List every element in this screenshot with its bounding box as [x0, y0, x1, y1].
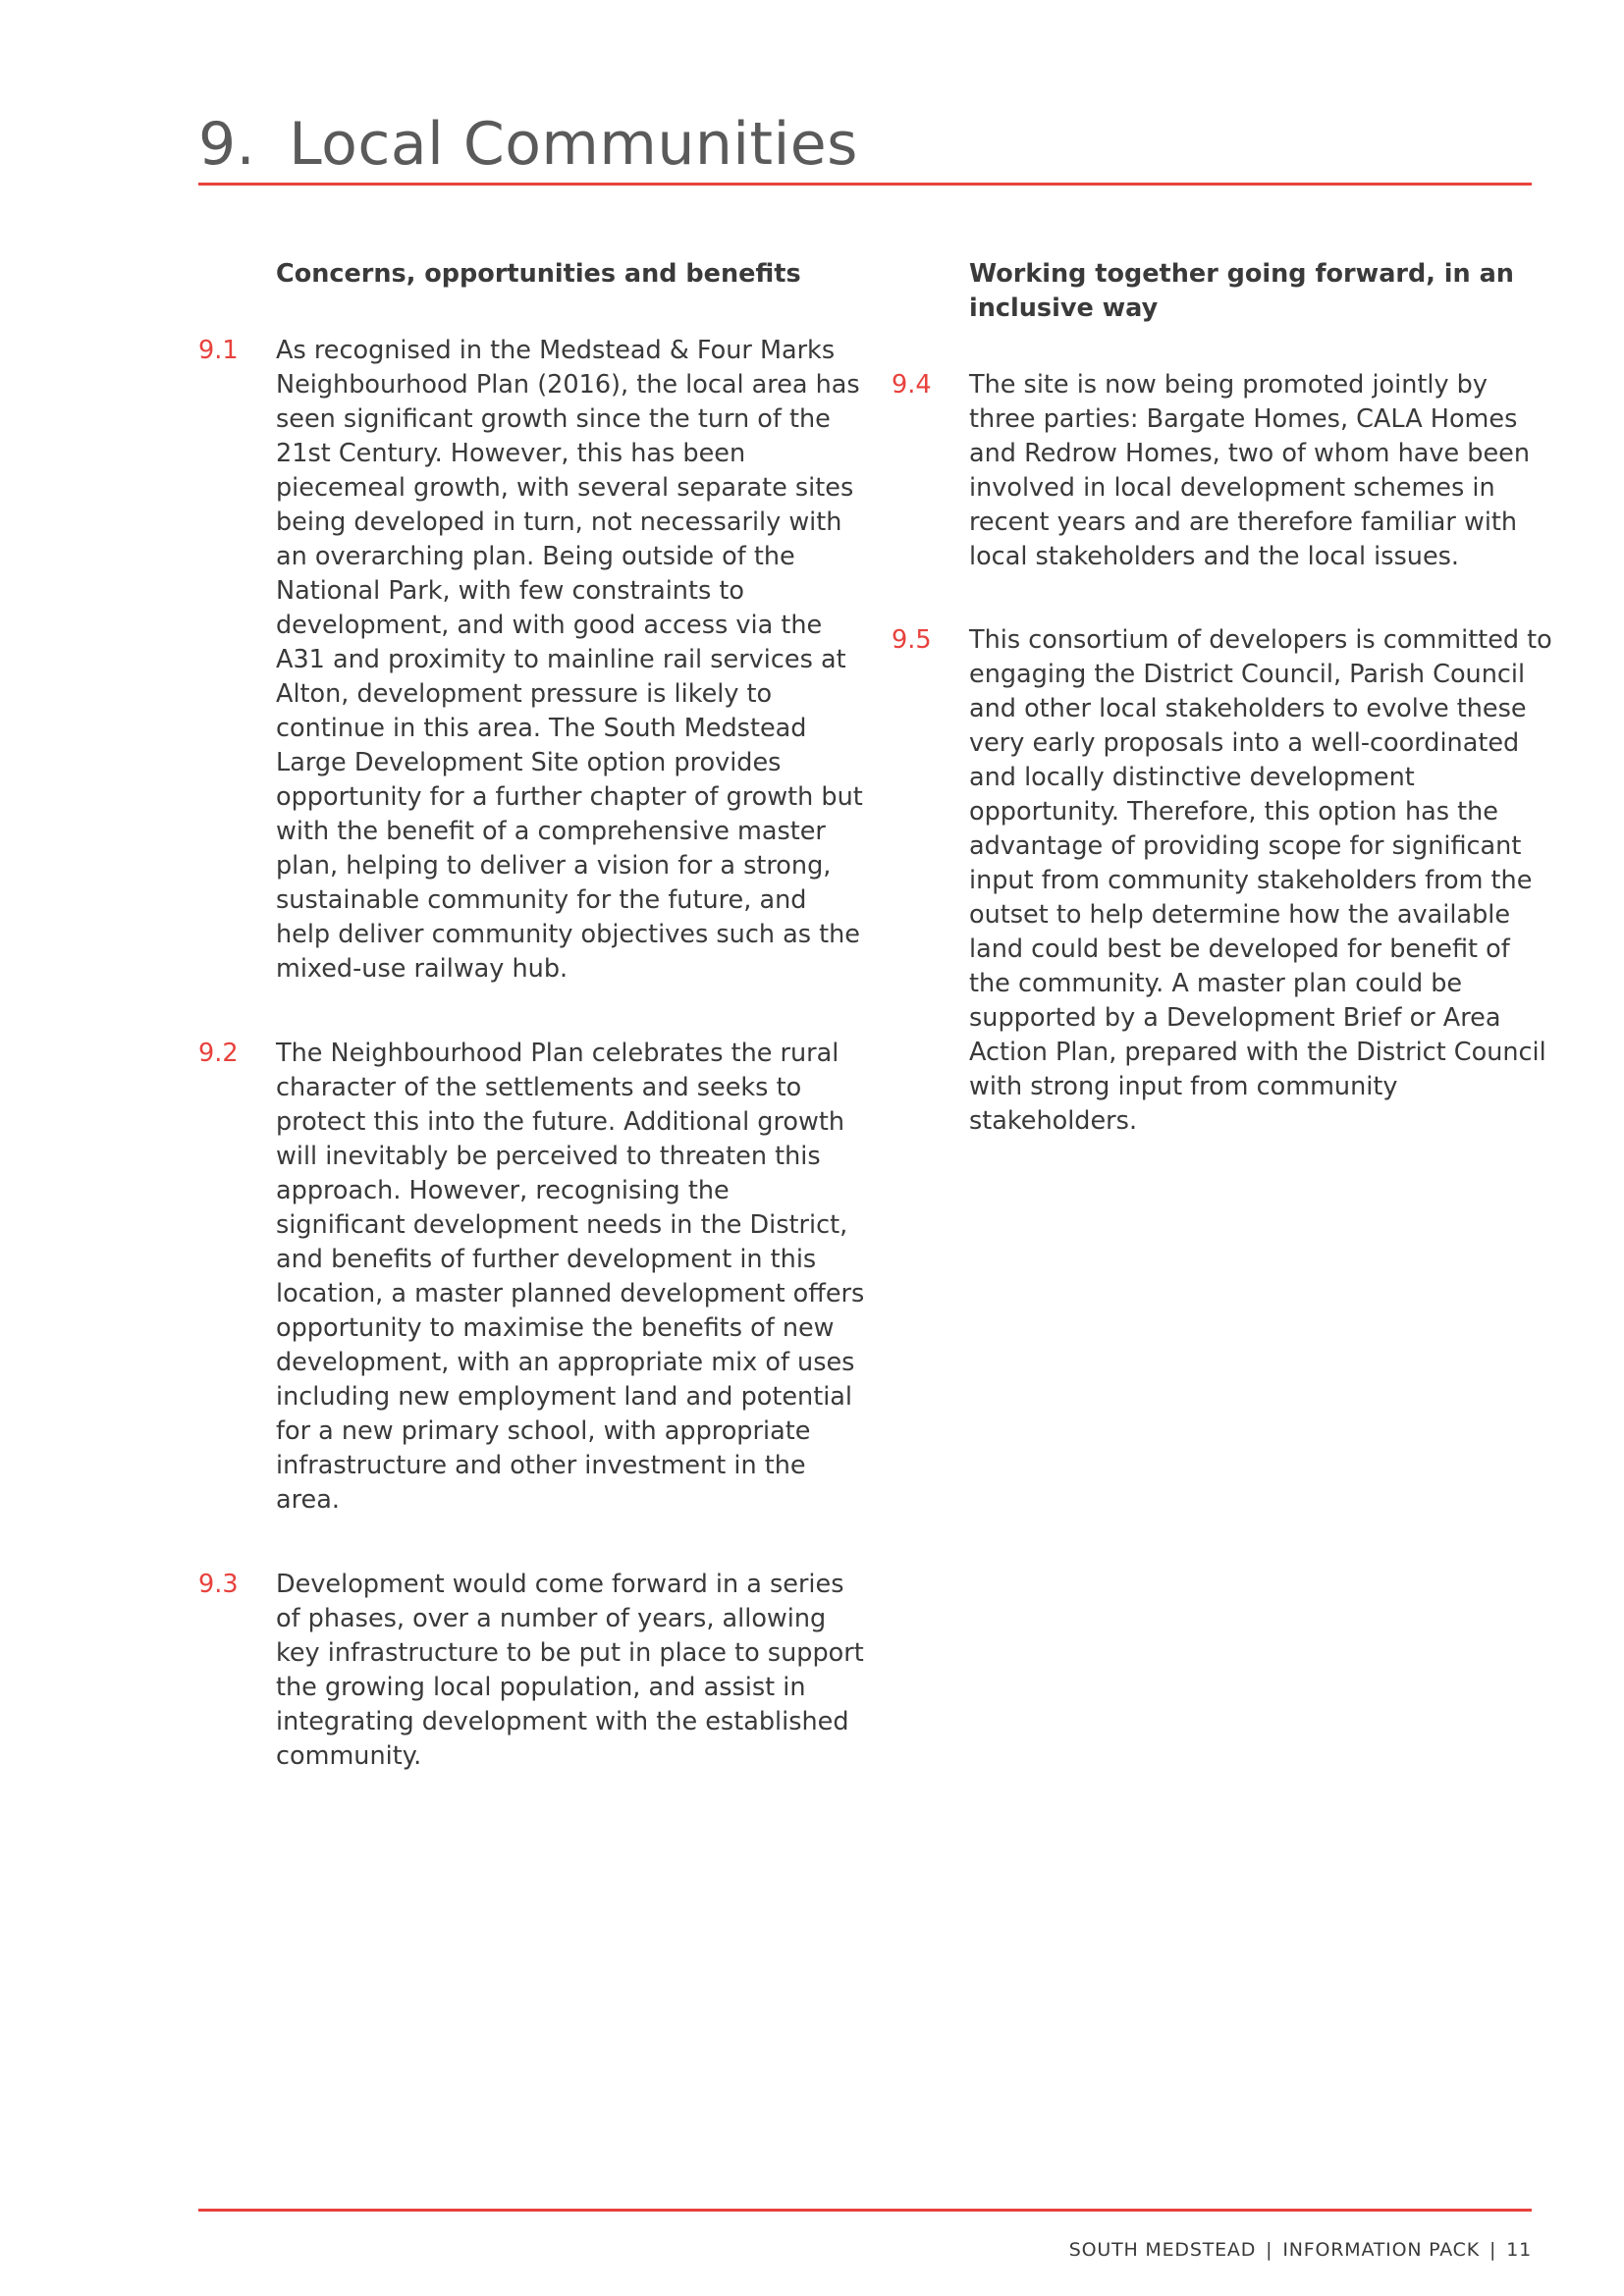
footer-divider — [198, 2209, 1532, 2212]
paragraph-text: As recognised in the Medstead & Four Marks Neighbourhood Plan (2016), the local area has seen significant growth since the turn of the 21st Century. However, this has been piecemeal growth, with several separate sites being developed in turn, not necessarily with an overarching plan. Being outside of the National Park, with few constraints to development, and with good access via the A31 and proximity to mainline rail services at Alton, development pressure is likely to continue in this area. The South Medstead Large Development Site option provides opportunity for a further chapter of growth but with the benefit of a comprehensive master plan, helping to deliver a vision for a strong, sustainable community for the future, and help deliver community objectives such as the mixed-use railway hub. — [276, 336, 863, 984]
paragraph-number: 9.5 — [892, 625, 932, 655]
paragraph-text: This consortium of developers is committed to engaging the District Council, Parish Council and other local stakeholders to evolve these very early proposals into a well-coordinated and locally distinctive development opportunity. Therefore, this option has the advantage of providing scope for significant input from community stakeholders from the outset to help determine how the available land could best be developed for benefit of the community. A master plan could be supported by a Development Brief or Area Action Plan, prepared with the District Council with strong input from community stakeholders. — [969, 625, 1552, 1136]
paragraph-text: The Neighbourhood Plan celebrates the rural character of the settlements and seeks to protect this into the future. Additional growth will inevitably be perceived to threaten this approach. However, recognising the significant development needs in the District, and benefits of further development in this location, a master planned development offers opportunity to maximise the benefits of new development, with an appropriate mix of uses including new employment land and potential for a new primary school, with appropriate infrastructure and other investment in the area. — [276, 1039, 865, 1515]
right-column — [892, 257, 1579, 1139]
page-number: 11 — [1506, 2239, 1532, 2261]
footer-section-name: INFORMATION PACK — [1282, 2239, 1481, 2261]
footer-separator: | — [1489, 2239, 1497, 2261]
right-column-heading: Working together going forward, in an inclusive way — [969, 259, 1514, 323]
paragraph-text: The site is now being promoted jointly by three parties: Bargate Homes, CALA Homes and Redrow Homes, two of whom have been involved in local development schemes in recent years and are therefore familiar with local stakeholders and the local issues. — [969, 370, 1531, 571]
section-number: 9. — [198, 110, 256, 179]
paragraph-text: Development would come forward in a series of phases, over a number of years, allowing key infrastructure to be put in place to support the growing local population, and assist in integrating development with the established community. — [276, 1570, 864, 1771]
paragraph — [892, 368, 1579, 574]
paragraph — [892, 623, 1579, 1139]
section-title: Local Communities — [289, 110, 858, 179]
left-column — [198, 257, 886, 1774]
paragraph — [198, 1037, 886, 1518]
paragraph-number: 9.2 — [198, 1039, 239, 1068]
paragraph-number: 9.1 — [198, 336, 239, 365]
footer-document-name: SOUTH MEDSTEAD — [1068, 2239, 1257, 2261]
paragraph — [198, 1568, 886, 1774]
page-title — [198, 110, 858, 179]
page-footer — [1069, 2239, 1532, 2261]
left-column-heading: Concerns, opportunities and benefits — [276, 259, 801, 289]
footer-separator: | — [1266, 2239, 1273, 2261]
title-divider — [198, 183, 1532, 186]
paragraph — [198, 334, 886, 987]
paragraph-number: 9.3 — [198, 1570, 239, 1599]
paragraph-number: 9.4 — [892, 370, 932, 400]
